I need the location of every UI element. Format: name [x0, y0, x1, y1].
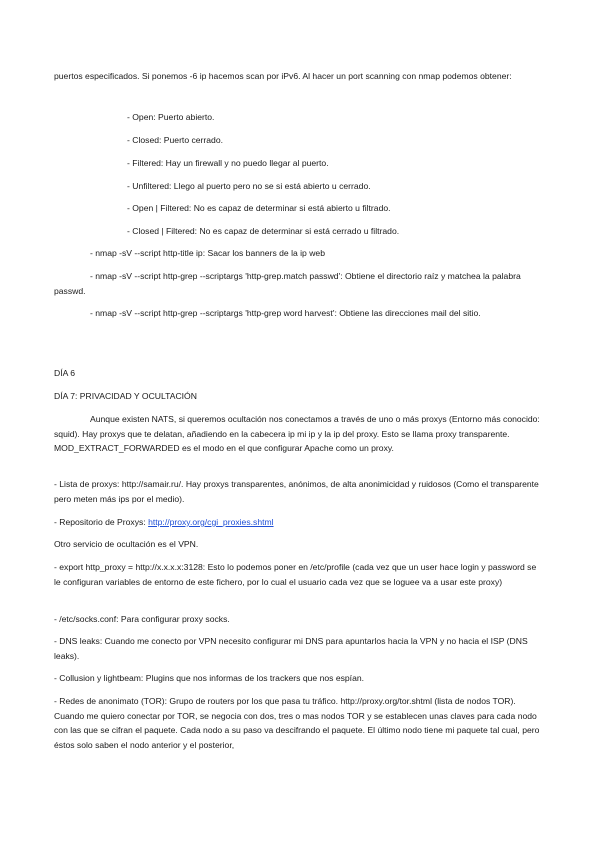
list-item-closed-filtered: - Closed | Filtered: No es capaz de determinar si está cerrado u filtrado. — [127, 226, 400, 236]
paragraph-repositorio — [54, 515, 544, 530]
nmap-http-title: - nmap -sV --script http-title ip: Sacar los banners de la ip web — [90, 248, 325, 258]
paragraph-proxys-intro: Aunque existen NATS, si queremos ocultación nos conectamos a través de uno o más proxys (Entorno más conocido: squid). Hay proxys que te delatan, añadiendo en la cabecera ip mi ip y la ip del proxy. Esto se llama proxy transparente. MOD_EXTRACT_FORWARDED es el modo en el que configurar Apache como un proxy. — [54, 414, 540, 453]
heading-dia6: DÍA 6 — [54, 368, 76, 378]
paragraph-dns-leaks: - DNS leaks: Cuando me conecto por VPN necesito configurar mi DNS para apuntarlos hacia la VPN y no hacia el ISP (DNS leaks). — [54, 636, 528, 661]
nmap-http-grep-passwd: - nmap -sV --script http-grep --scriptargs 'http-grep.match passwd': Obtiene el directorio raíz y matchea la palabra passwd. — [54, 271, 521, 296]
heading-dia7: DÍA 7: PRIVACIDAD Y OCULTACIÓN — [54, 391, 197, 401]
list-item-open-filtered: - Open | Filtered: No es capaz de determinar si está abierto u filtrado. — [127, 203, 391, 213]
paragraph-export-proxy: - export http_proxy = http://x.x.x.x:3128: Esto lo podemos poner en /etc/profile (cada vez que un user hace login y password se le configuran variables de entorno de este fichero, por lo cual el usuario cada vez que se loguee va a usar este proxy) — [54, 562, 537, 587]
paragraph-port-scan: puertos especificados. Si ponemos -6 ip hacemos scan por iPv6. Al hacer un port scanning con nmap podemos obtener: — [54, 71, 512, 81]
paragraph-socks: - /etc/socks.conf: Para configurar proxy socks. — [54, 614, 230, 624]
list-item-unfiltered: - Unfiltered: Llego al puerto pero no se si está abierto u cerrado. — [127, 181, 371, 191]
paragraph-lista-proxys: - Lista de proxys: http://samair.ru/. Hay proxys transparentes, anónimos, de alta anonimicidad y ruidosos (Como el transparente pero meten más ips por el medio). — [54, 479, 539, 504]
nmap-http-grep-harvest: - nmap -sV --script http-grep --scriptargs 'http-grep word harvest': Obtiene las direcciones mail del sitio. — [90, 308, 481, 318]
paragraph-collusion: - Collusion y lightbeam: Plugins que nos informas de los trackers que nos espían. — [54, 673, 365, 683]
paragraph-tor: - Redes de anonimato (TOR): Grupo de routers por los que pasa tu tráfico. http://proxy.org/tor.shtml (lista de nodos TOR). Cuando me quiero conectar por TOR, se negocia con dos, tres o mas nodos TOR y se establecen unas claves para cada nodo con las que se cifran el paquete. Cada nodo a su paso va descifrando el paquete. El último nodo tiene mi paquete tal cual, pero éstos solo saben el nodo anterior y el posterior, — [54, 696, 540, 750]
repositorio-label: - Repositorio de Proxys: — [54, 517, 149, 527]
paragraph-vpn: Otro servicio de ocultación es el VPN. — [54, 539, 199, 549]
list-item-filtered: - Filtered: Hay un firewall y no puedo llegar al puerto. — [127, 158, 329, 168]
proxy-org-link[interactable]: http://proxy.org/cgi_proxies.shtml — [148, 517, 274, 527]
list-item-closed: - Closed: Puerto cerrado. — [127, 135, 224, 145]
list-item-open: - Open: Puerto abierto. — [127, 112, 215, 122]
